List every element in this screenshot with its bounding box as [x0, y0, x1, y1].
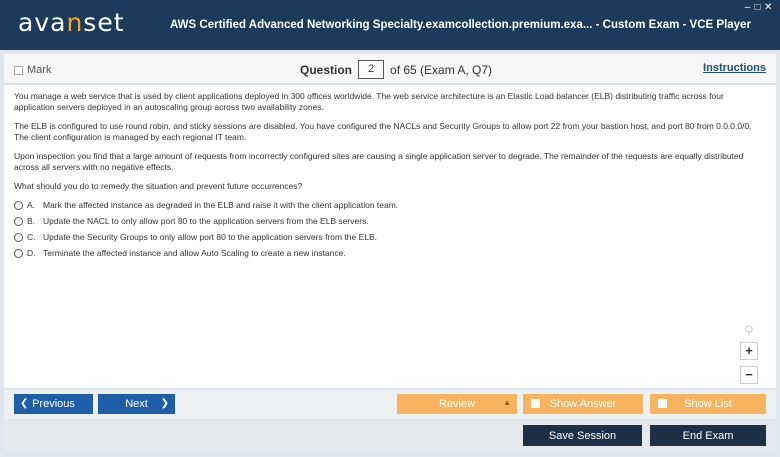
option-letter: B. — [27, 216, 36, 226]
restore-icon[interactable]: □ — [754, 2, 764, 13]
option-text: Update the Security Groups to only allow port 80 to the application servers from the ELB. — [43, 232, 378, 242]
radio-icon[interactable] — [14, 233, 23, 242]
window-controls — [744, 2, 774, 13]
question-paragraph: Upon inspection you find that a large amount of requests from incorrectly configured sites are causing a single application server to degrade. The remainder of the requests are equally distributed across all servers with no negative effects. — [14, 151, 744, 172]
answer-option-b[interactable] — [14, 216, 766, 227]
minimize-icon[interactable]: ‒ — [744, 2, 754, 13]
title-bar — [0, 0, 780, 50]
question-header-bar — [4, 54, 776, 84]
window-title: AWS Certified Advanced Networking Specialty.examcollection.premium.exa... - Custom Exam - VCE Player — [170, 19, 751, 31]
footer-bar — [4, 420, 776, 452]
triangle-up-icon: ▲ — [503, 398, 511, 407]
close-icon[interactable]: ✕ — [764, 2, 776, 13]
radio-icon[interactable] — [14, 249, 23, 258]
radio-icon[interactable] — [14, 217, 23, 226]
chevron-right-icon: ❯ — [160, 398, 169, 409]
answer-option-c[interactable] — [14, 232, 766, 243]
magnifier-icon: ⚲ — [744, 323, 754, 338]
question-content — [4, 85, 776, 388]
checkbox-icon — [658, 399, 667, 408]
question-paragraph: You manage a web service that is used by client applications deployed in 300 offices worldwide. The web service architecture is an Elastic Load balancer (ELB) distributing traffic across four application servers deployed in an autoscaling group across two availability zones. — [14, 91, 724, 112]
previous-button[interactable] — [14, 394, 93, 414]
option-text: Mark the affected instance as degraded in the ELB and raise it with the client application team. — [43, 200, 399, 210]
mark-label: Mark — [27, 64, 52, 76]
option-letter: C. — [27, 232, 36, 242]
question-navigator — [300, 60, 492, 79]
answer-option-a[interactable] — [14, 200, 766, 211]
previous-label: Previous — [32, 398, 75, 410]
show-list-button[interactable] — [650, 394, 766, 414]
chevron-left-icon: ❮ — [20, 398, 29, 409]
option-letter: D. — [27, 248, 36, 258]
navigation-bar — [4, 390, 776, 419]
zoom-out-button[interactable]: − — [740, 366, 758, 384]
answer-option-d[interactable] — [14, 248, 766, 259]
show-answer-button[interactable] — [523, 394, 643, 414]
next-label: Next — [125, 398, 148, 410]
review-button[interactable] — [397, 394, 517, 414]
question-paragraph: The ELB is configured to use round robin, and sticky sessions are disabled. You have configured the NACLs and Security Groups to allow port 22 from your bastion host, and port 80 from 0.0.0.0/0. The client configuration is managed by each regional IT team. — [14, 121, 752, 142]
checkbox-icon — [531, 399, 540, 408]
next-button[interactable] — [98, 394, 175, 414]
question-prompt: What should you do to remedy the situation and prevent future occurrences? — [14, 181, 303, 191]
option-text: Terminate the affected instance and allow Auto Scaling to create a new instance. — [43, 248, 346, 258]
radio-icon[interactable] — [14, 201, 23, 210]
checkbox-icon — [14, 66, 23, 75]
end-exam-button[interactable]: End Exam — [650, 425, 766, 446]
show-answer-label: Show Answer — [549, 398, 617, 410]
question-number-input[interactable]: 2 — [358, 60, 384, 79]
question-of-label: of 65 (Exam A, Q7) — [390, 62, 493, 77]
zoom-controls — [740, 325, 758, 384]
avanset-logo: avanset — [18, 8, 125, 37]
instructions-link[interactable]: Instructions — [703, 62, 766, 74]
option-text: Update the NACL to only allow port 80 to the application servers from the ELB servers. — [43, 216, 369, 226]
option-letter: A. — [27, 200, 36, 210]
mark-checkbox[interactable] — [14, 64, 51, 76]
save-session-button[interactable]: Save Session — [523, 425, 642, 446]
question-label: Question — [300, 62, 353, 77]
zoom-in-button[interactable]: + — [740, 342, 758, 360]
review-label: Review — [438, 398, 476, 410]
show-list-label: Show List — [684, 398, 732, 410]
